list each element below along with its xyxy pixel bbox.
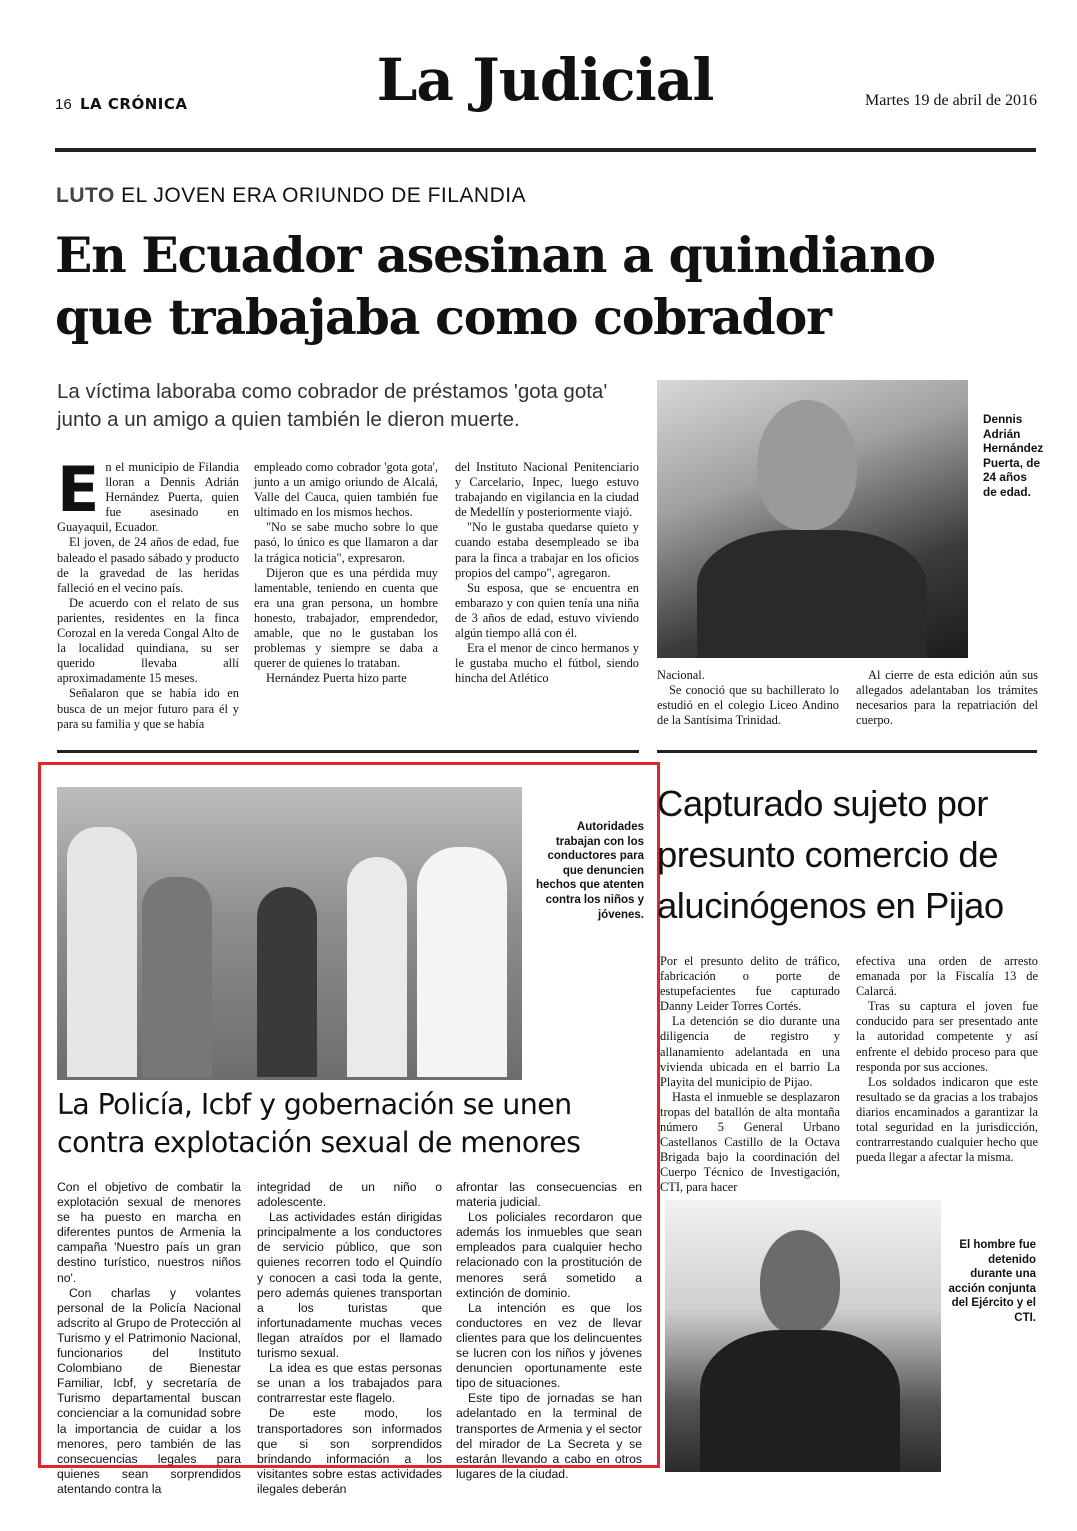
article2-headline: La Policía, Icbf y gobernación se unen contra explotación sexual de menores — [57, 1088, 581, 1159]
article2-column-3: afrontar las consecuencias en materia judicial. Los policiales recordaron que además los inmuebles que sean empleados para cualquier hecho relacionado con la prostitución de menores será sometido a extinción de dominio. La intención es que los conductores en vez de llevar clientes para que los delincuentes se lucren con los niños y jóvenes denuncien oportunamente este tipo de situaciones. Este tipo de jornadas se han adelantado en la terminal de transportes de Armenia y el sector del mirador de La Secreta y se estarán llevando a cabo en otros lugares de la ciudad. — [456, 1180, 642, 1481]
divider-left — [57, 750, 639, 753]
kicker-tag: LUTO — [56, 184, 115, 207]
publication-name: LA CRÓNICA — [80, 95, 188, 113]
article3-headline: Capturado sujeto por presunto comercio de alucinógenos en Pijao — [657, 783, 1004, 926]
article1-column-1: En el municipio de Filandia lloran a Dennis Adrián Hernández Puerta, quien fue asesinado en Guayaquil, Ecuador. El joven, de 24 años de edad, fue baleado el pasado sábado y producto de la gravedad de las heridas falleció en el vecino país. De acuerdo con el relato de sus parientes, residentes en la finca Corozal en la vereda Congal Alto de la localidad quindiana, su ser querido llevaba allí aproximadamente 15 meses. Señalaron que se había ido en busca de un mejor futuro para él y para su familia y que se había — [57, 453, 240, 731]
article3-column-2: efectiva una orden de arresto emanada por la Fiscalía 13 de Calarcá. Tras su captura el joven fue conducido para ser presentado ante la autoridad competente y así enfrente el debido proceso para que responda por sus acciones. Los soldados indicaron que este resultado se da gracias a los trabajos diarios encaminados a garantizar la total seguridad en la jurisdicción, contrarrestando cualquier hecho que pueda llegar a afectar la misma. — [856, 954, 1038, 1165]
page-number: 16 — [55, 96, 72, 113]
article2-column-1: Con el objetivo de combatir la explotación sexual de menores se ha puesto en marcha en diferentes puntos de Armenia la campaña 'Nuestro país un gran destino turístico, nuestros niños no'. Con charlas y volantes personal de la Policía Nacional adscrito al Grupo de Protección al Turismo y el Patrimonio Nacional, funcionarios del Instituto Colombiano de Bienestar Familiar, Icbf, y secretaría de Turismo departamental buscan concienciar a la comunidad sobre la importancia de cuidar a los menores, pero también de las consecuencias legales para quienes sean sorprendidos atentando contra la — [57, 1180, 241, 1496]
issue-date: Martes 19 de abril de 2016 — [865, 92, 1037, 109]
article1-column-4: Nacional. Se conoció que su bachillerato lo estudió en el colegio Liceo Andino de la Santísima Trinidad. — [657, 668, 839, 728]
authorities-meeting-photo — [57, 787, 522, 1080]
masthead-rule — [55, 148, 1036, 152]
article1-column-5: Al cierre de esta edición aún sus allegados adelantaban los trámites necesarios para la repatriación del cuerpo. — [856, 668, 1038, 728]
article1-headline: En Ecuador asesinan a quindiano que trabajaba como cobrador — [55, 226, 935, 346]
section-title: La Judicial — [376, 46, 714, 114]
article1-kicker — [56, 184, 526, 208]
detainee-photo — [665, 1200, 941, 1472]
victim-photo-caption: Dennis Adrián Hernández Puerta, de 24 años de edad. — [983, 412, 1044, 499]
article1-column-2: empleado como cobrador 'gota gota', junto a un amigo oriundo de Alcalá, Valle del Cauca, quien también fue ultimado en los mismos hechos. "No se sabe mucho sobre lo que pasó, lo único es que llamaron a dar la trágica noticia", expresaron. Dijeron que es una pérdida muy lamentable, teniendo en cuenta que era una gran persona, un hombre honesto, trabajador, emprendedor, amable, que no le gustaban los problemas y siempre se daba a querer de quienes lo trataban. Hernández Puerta hizo parte — [254, 460, 438, 686]
article1-deck: La víctima laboraba como cobrador de préstamos 'gota gota' junto a un amigo a quien también le dieron muerte. — [57, 380, 608, 431]
article3-column-1: Por el presunto delito de tráfico, fabricación o porte de estupefacientes fue capturado Danny Leider Torres Cortés. La detención se dio durante una diligencia de registro y allanamiento adelantada en una vivienda ubicada en el barrio La Playita del municipio de Pijao. Hasta el inmueble se desplazaron tropas del batallón de alta montaña número 5 General Urbano Castellanos Castillo de la Octava Brigada bajo la coordinación del Cuerpo Técnico de Investigación, CTI, para hacer — [660, 954, 840, 1195]
kicker-text: EL JOVEN ERA ORIUNDO DE FILANDIA — [121, 184, 527, 207]
article1-column-3: del Instituto Nacional Penitenciario y Carcelario, Inpec, luego estuvo trabajando en vigilancia en la ciudad de Medellín y posteriormente viajó. "No le gustaba quedarse quieto y cuando estaba desempleado se iba para la finca a trabajar en los oficios propios del campo", agregaron. Su esposa, que se encuentra en embarazo y con quien tenía una niña de 3 años de edad, estuvo viviendo algún tiempo allá con él. Era el menor de cinco hermanos y le gustaba mucho el fútbol, siendo hincha del Atlético — [455, 460, 639, 686]
article2-column-2: integridad de un niño o adolescente. Las actividades están dirigidas principalmente a los conductores de servicio público, que son quienes recorren todo el Quindío y conocen a casi toda la gente, pero además quienes transportan a los turistas que infortunadamente muchas veces llegan atraídos por el llamado turismo sexual. La idea es que estas personas se unan a los trabajados para contrarrestar este flagelo. De este modo, los transportadores son informados que si son sorprendidos brindando información a los visitantes sobre estas actividades ilegales deberán — [257, 1180, 442, 1496]
detainee-photo-caption: El hombre fue detenido durante una acción conjunta del Ejército y el CTI. — [948, 1239, 1036, 1324]
drop-cap: E — [57, 453, 100, 526]
divider-right — [657, 750, 1037, 753]
meeting-photo-caption: Autoridades trabajan con los conductores para que denuncien hechos que atenten contra los niños y jóvenes. — [536, 821, 644, 921]
victim-portrait-photo — [657, 380, 968, 658]
